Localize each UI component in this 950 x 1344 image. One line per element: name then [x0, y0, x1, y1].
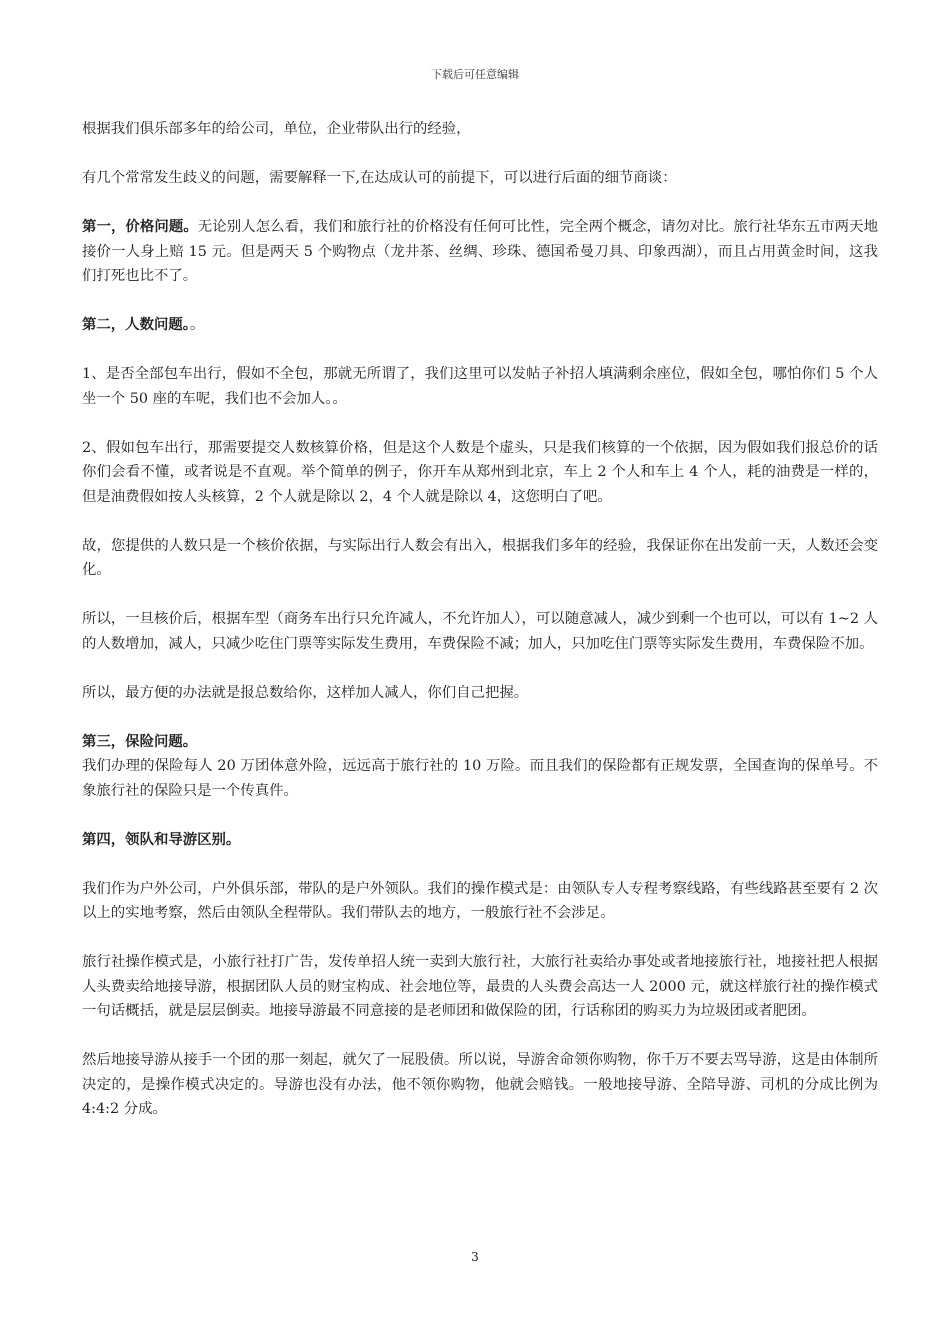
header-note: 下载后可任意编辑 [431, 68, 519, 81]
section-insurance-heading: 第三，保险问题。 [82, 732, 198, 750]
leader-guide-paragraph-2: 旅行社操作模式是，小旅行社打广告，发传单招人统一卖到大旅行社，大旅行社卖给办事处或者地接旅行社，地接社把人根据人头费卖给地接导游，根据团队人员的财宝构成、社会地位等，最贵的人头费会高达一人 2000 元，就这样旅行社的操作模式一句话概括，就是层层倒卖。地接导游最不同意接的是老师团和做保险的团，行话称团的购买力为垃圾团或者肥团。 [82, 954, 878, 1019]
document-body [82, 117, 878, 1122]
section-headcount-heading-tail: 。 [189, 317, 205, 333]
headcount-paragraph-1: 1、是否全部包车出行，假如不全包，那就无所谓了，我们这里可以发帖子补招人填满剩余座位，假如全包，哪怕你们 5 个人坐一个 50 座的车呢，我们也不会加人。。 [82, 366, 878, 407]
section-price-paragraph [82, 215, 878, 289]
section-leader-guide-heading: 第四，领队和导游区别。 [82, 830, 241, 848]
headcount-paragraph-4: 所以，一旦核价后，根据车型（商务车出行只允许减人，不允许加人），可以随意减人，减少到剩一个也可以，可以有 1~2 人的人数增加，减人，只减少吃住门票等实际发生费用，车费保险不减；加人，只加吃住门票等实际发生费用，车费保险不加。 [82, 611, 878, 652]
section-price-text: 无论别人怎么看，我们和旅行社的价格没有任何可比性，完全两个概念，请勿对比。旅行社华东五市两天地接价一人身上赔 15 元。但是两天 5 个购物点（龙井茶、丝绸、珍珠、德国希曼刀具、印象西湖），而且占用黄金时间，这我们打死也比不了。 [82, 219, 878, 284]
section-headcount-heading-line [82, 313, 878, 338]
section-headcount-heading: 第二，人数问题。 [82, 316, 190, 333]
headcount-paragraph-2: 2、假如包车出行，那需要提交人数核算价格，但是这个人数是个虚头，只是我们核算的一个依据，因为假如我们报总价的话你们会看不懂，或者说是不直观。举个简单的例子，你开车从郑州到北京，车上 2 个人和车上 4 个人，耗的油费是一样的，但是油费假如按人头核算，2 个人就是除以 2，4 个人就是除以 4，这您明白了吧。 [82, 439, 878, 505]
leader-guide-paragraph-1: 我们作为户外公司，户外俱乐部，带队的是户外领队。我们的操作模式是：由领队专人专程考察线路，有些线路甚至要有 2 次以上的实地考察，然后由领队全程带队。我们带队去的地方，一般旅行社不会涉足。 [82, 880, 878, 921]
intro-paragraph-2: 有几个常常发生歧义的问题，需要解释一下,在达成认可的前提下，可以进行后面的细节商谈： [82, 170, 677, 186]
intro-paragraph-1: 根据我们俱乐部多年的给公司，单位，企业带队出行的经验， [82, 121, 471, 137]
leader-guide-paragraph-3: 然后地接导游从接手一个团的那一刻起，就欠了一屁股债。所以说，导游舍命领你购物，你千万不要去骂导游，这是由体制所决定的，是操作模式决定的。导游也没有办法，他不领你购物，他就会赔钱。一般地接导游、全陪导游、司机的分成比例为 4:4:2 分成。 [82, 1052, 878, 1117]
headcount-paragraph-5: 所以，最方便的办法就是报总数给你，这样加人减人，你们自己把握。 [82, 684, 529, 701]
page-number: 3 [471, 1250, 479, 1264]
section-price-heading: 第一，价格问题。 [82, 218, 198, 235]
section-insurance-text: 我们办理的保险每人 20 万团体意外险，远远高于旅行社的 10 万险。而且我们的保险都有正规发票，全国查询的保单号。不象旅行社的保险只是一个传真件。 [82, 758, 878, 799]
headcount-paragraph-3: 故，您提供的人数只是一个核价依据，与实际出行人数会有出入，根据我们多年的经验，我保证你在出发前一天，人数还会变化。 [82, 537, 878, 578]
